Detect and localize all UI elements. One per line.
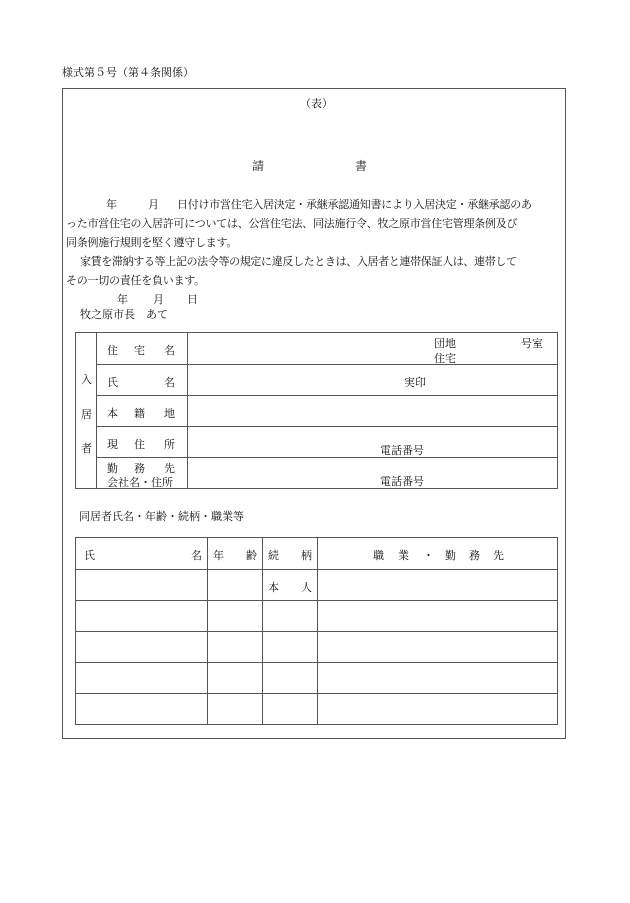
value-workplace[interactable] [188, 458, 558, 489]
room-number-unit: 号室 [521, 337, 543, 350]
body-line-1: 日付け市営住宅入居決定・承継承認通知書により入居決定・承継承認のあ [177, 198, 532, 211]
value-current-address[interactable] [188, 427, 558, 458]
body-line-2: った市営住宅の入居許可については、公営住宅法、同法施行令、牧之原市営住宅管理条例及び [66, 217, 518, 230]
title-char-2: 書 [355, 159, 368, 173]
date-year: 年 [117, 293, 128, 306]
housing-unit: 住宅 [434, 352, 456, 365]
cell-name[interactable] [76, 632, 208, 663]
cell-name[interactable] [76, 694, 208, 725]
title-char-1: 請 [252, 159, 265, 173]
cell-relation[interactable] [263, 663, 318, 694]
cell-relation[interactable] [263, 601, 318, 632]
value-registered-domicile[interactable] [188, 396, 558, 427]
cell-relation [263, 570, 318, 601]
label-char: 現 [107, 438, 118, 451]
table-row [76, 632, 558, 663]
label-char: 名 [164, 376, 175, 389]
header-age [208, 538, 263, 570]
date-month: 月 [153, 293, 164, 306]
date-day: 日 [187, 293, 198, 306]
label-char: 籍 [134, 407, 145, 420]
cell-relation[interactable] [263, 632, 318, 663]
cell-name[interactable] [76, 601, 208, 632]
label-char: 名 [164, 344, 175, 357]
header-name [76, 538, 208, 570]
housing-complex-unit: 団地 [434, 337, 456, 350]
form-number: 様式第５号（第４条関係） [62, 66, 194, 79]
label-char: 住 [134, 438, 145, 451]
label-name [97, 365, 188, 396]
label-char: 勤 [107, 462, 118, 475]
cell-occupation[interactable] [318, 570, 558, 601]
label-line-2: 会社名・住所 [107, 476, 173, 489]
cell-age[interactable] [208, 601, 263, 632]
header-occupation [318, 538, 558, 570]
header-char: 柄 [301, 549, 312, 562]
cell-name[interactable] [76, 570, 208, 601]
cell-name[interactable] [76, 663, 208, 694]
label-housing-name [97, 333, 188, 365]
body-line-4: 家賃を滞納する等上記の法令等の規定に違反したときは、入居者と連帯保証人は、連帯して [80, 255, 517, 268]
cell-age[interactable] [208, 632, 263, 663]
label-char: 住 [107, 344, 118, 357]
label-char: 所 [164, 438, 175, 451]
header-char: 年 [213, 549, 224, 562]
phone-label: 電話番号 [380, 475, 424, 488]
header-char: 勤 [445, 549, 456, 562]
cell-occupation[interactable] [318, 694, 558, 725]
label-char: 地 [164, 407, 175, 420]
header-char: 務 [469, 549, 480, 562]
label-workplace [97, 458, 188, 489]
cell-age[interactable] [208, 694, 263, 725]
header-char: 氏 [84, 549, 95, 562]
cohabitant-table [75, 537, 558, 725]
value-housing-name[interactable] [188, 333, 558, 365]
resident-side-label [76, 333, 97, 489]
cell-occupation[interactable] [318, 663, 558, 694]
body-month: 月 [148, 198, 159, 211]
table-row [76, 694, 558, 725]
label-registered-domicile [97, 396, 188, 427]
body-line-3: 同条例施行規則を堅く遵守します。 [66, 236, 238, 249]
side-label: （表） [300, 97, 333, 110]
table-row [76, 663, 558, 694]
side-char-2: 居 [81, 408, 92, 421]
cell-relation[interactable] [263, 694, 318, 725]
cell-occupation[interactable] [318, 601, 558, 632]
cell-occupation[interactable] [318, 632, 558, 663]
label-char: 氏 [107, 376, 118, 389]
body-year: 年 [106, 198, 117, 211]
header-char: 名 [191, 549, 202, 562]
header-char: 先 [493, 549, 504, 562]
body-line-5: その一切の責任を負います。 [66, 274, 205, 287]
cell-age[interactable] [208, 663, 263, 694]
header-char: 職 [373, 549, 384, 562]
seal-label: 実印 [404, 376, 426, 389]
value-name[interactable] [188, 365, 558, 396]
relation-char: 人 [301, 581, 312, 594]
resident-table [75, 332, 558, 489]
label-char: 本 [107, 407, 118, 420]
label-current-address [97, 427, 188, 458]
header-char: 続 [268, 549, 279, 562]
label-char: 宅 [134, 344, 145, 357]
table-row [76, 601, 558, 632]
side-char-3: 者 [81, 442, 92, 455]
addressee: 牧之原市長 あて [80, 308, 168, 321]
label-char: 務 [134, 462, 145, 475]
cohabitant-heading: 同居者氏名・年齢・続柄・職業等 [79, 510, 244, 523]
header-char: 業 [398, 549, 409, 562]
header-char: 齢 [246, 549, 257, 562]
header-relation [263, 538, 318, 570]
table-row [76, 570, 558, 601]
label-char: 先 [164, 462, 175, 475]
phone-label: 電話番号 [380, 444, 424, 457]
header-char: ・ [423, 549, 434, 562]
side-char-1: 入 [81, 373, 92, 386]
relation-char: 本 [268, 581, 279, 594]
cell-age[interactable] [208, 570, 263, 601]
